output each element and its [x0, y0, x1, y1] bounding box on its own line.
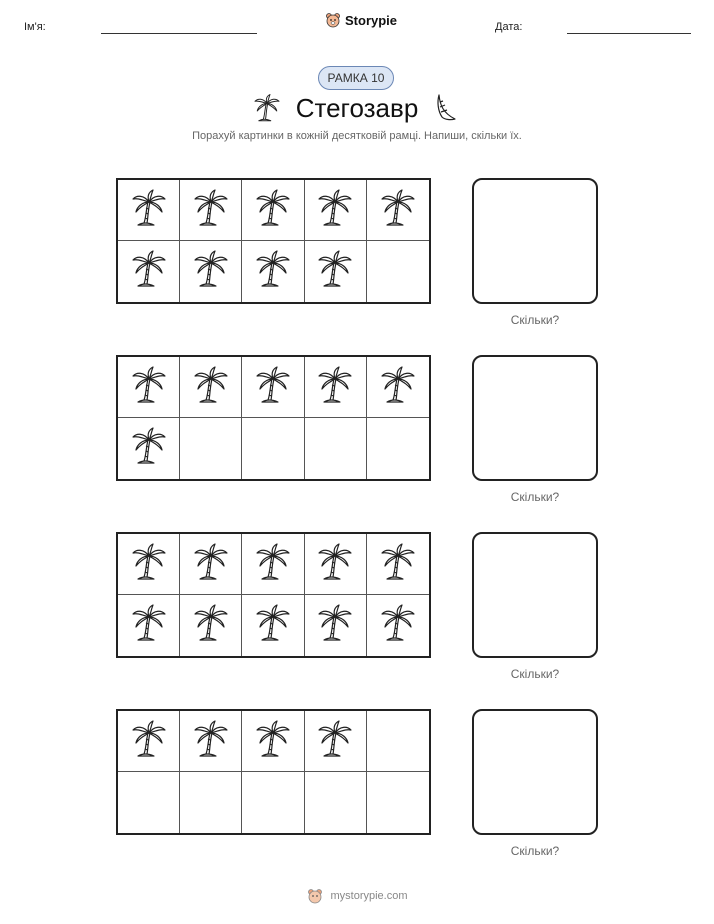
- ten-frame: [116, 355, 431, 481]
- frame-badge: РАМКА 10: [318, 66, 394, 90]
- date-field[interactable]: [567, 33, 691, 34]
- frame-cell: [305, 418, 367, 479]
- instructions: Порахуй картинки в кожній десятковій рамці. Напиши, скільки їх.: [192, 130, 522, 142]
- frame-cell: [305, 595, 367, 656]
- bear-mascot-icon: [325, 12, 341, 28]
- how-many-label: Скільки?: [510, 490, 560, 504]
- palm-tree-icon: [315, 542, 355, 587]
- frame-cell: [180, 357, 242, 418]
- palm-tree-icon: [378, 603, 418, 648]
- bear-mascot-icon: [306, 888, 324, 904]
- palm-tree-icon: [191, 542, 231, 587]
- name-label: Ім'я:: [24, 21, 46, 33]
- how-many-label: Скільки?: [510, 313, 560, 327]
- frame-cell: [118, 418, 180, 479]
- horn-icon: [433, 93, 461, 123]
- palm-tree-icon: [191, 719, 231, 764]
- palm-tree-icon: [253, 249, 293, 294]
- frame-cell: [367, 180, 429, 241]
- palm-tree-icon: [129, 542, 169, 587]
- palm-tree-icon: [129, 188, 169, 233]
- palm-tree-icon: [253, 719, 293, 764]
- palm-tree-icon: [253, 365, 293, 410]
- frame-cell: [118, 772, 180, 833]
- brand-name: Storypie: [345, 12, 398, 28]
- frame-cell: [305, 241, 367, 302]
- frame-cell: [180, 711, 242, 772]
- frame-cell: [305, 534, 367, 595]
- ten-frame: [116, 178, 431, 304]
- answer-box[interactable]: [472, 709, 598, 835]
- frame-cell: [242, 418, 304, 479]
- palm-tree-icon: [191, 365, 231, 410]
- frame-cell: [180, 241, 242, 302]
- frame-cell: [367, 772, 429, 833]
- answer-box[interactable]: [472, 178, 598, 304]
- palm-tree-icon: [253, 542, 293, 587]
- palm-tree-icon: [129, 719, 169, 764]
- frame-cell: [242, 772, 304, 833]
- frame-cell: [367, 595, 429, 656]
- frame-cell: [242, 241, 304, 302]
- brand-logo: [325, 12, 397, 28]
- frame-cell: [118, 357, 180, 418]
- page-title: Стегозавр: [295, 93, 419, 123]
- frame-cell: [305, 711, 367, 772]
- palm-tree-icon: [191, 188, 231, 233]
- frame-cell: [180, 595, 242, 656]
- ten-frame: [116, 532, 431, 658]
- frame-cell: [118, 180, 180, 241]
- how-many-label: Скільки?: [510, 667, 560, 681]
- palm-tree-icon: [378, 188, 418, 233]
- frame-cell: [118, 711, 180, 772]
- palm-tree-icon: [378, 365, 418, 410]
- name-field[interactable]: [101, 33, 257, 34]
- palm-tree-icon: [191, 249, 231, 294]
- date-label: Дата:: [495, 21, 523, 33]
- frame-cell: [242, 180, 304, 241]
- palm-tree-icon: [315, 603, 355, 648]
- footer: [0, 888, 714, 904]
- frame-cell: [180, 534, 242, 595]
- answer-box[interactable]: [472, 532, 598, 658]
- frame-cell: [305, 180, 367, 241]
- frame-cell: [180, 772, 242, 833]
- palm-tree-icon: [315, 249, 355, 294]
- palm-tree-icon: [315, 719, 355, 764]
- ten-frame: [116, 709, 431, 835]
- frame-cell: [180, 418, 242, 479]
- palm-tree-icon: [315, 188, 355, 233]
- frame-cell: [118, 241, 180, 302]
- frame-cell: [305, 357, 367, 418]
- palm-tree-icon: [315, 365, 355, 410]
- palm-tree-icon: [129, 426, 169, 471]
- palm-tree-icon: [129, 603, 169, 648]
- frame-cell: [367, 418, 429, 479]
- frame-cell: [367, 534, 429, 595]
- palm-tree-icon: [253, 603, 293, 648]
- frame-cell: [367, 711, 429, 772]
- palm-tree-icon: [191, 603, 231, 648]
- frame-cell: [180, 180, 242, 241]
- frame-cell: [242, 534, 304, 595]
- answer-box[interactable]: [472, 355, 598, 481]
- frame-cell: [242, 711, 304, 772]
- frame-cell: [118, 595, 180, 656]
- palm-tree-icon: [378, 542, 418, 587]
- palm-tree-icon: [129, 365, 169, 410]
- frame-cell: [367, 357, 429, 418]
- how-many-label: Скільки?: [510, 844, 560, 858]
- frame-cell: [242, 357, 304, 418]
- frame-cell: [118, 534, 180, 595]
- frame-cell: [367, 241, 429, 302]
- frame-cell: [305, 772, 367, 833]
- frame-cell: [242, 595, 304, 656]
- palm-tree-icon: [253, 188, 293, 233]
- footer-site: mystorypie.com: [330, 890, 408, 902]
- palm-tree-icon: [129, 249, 169, 294]
